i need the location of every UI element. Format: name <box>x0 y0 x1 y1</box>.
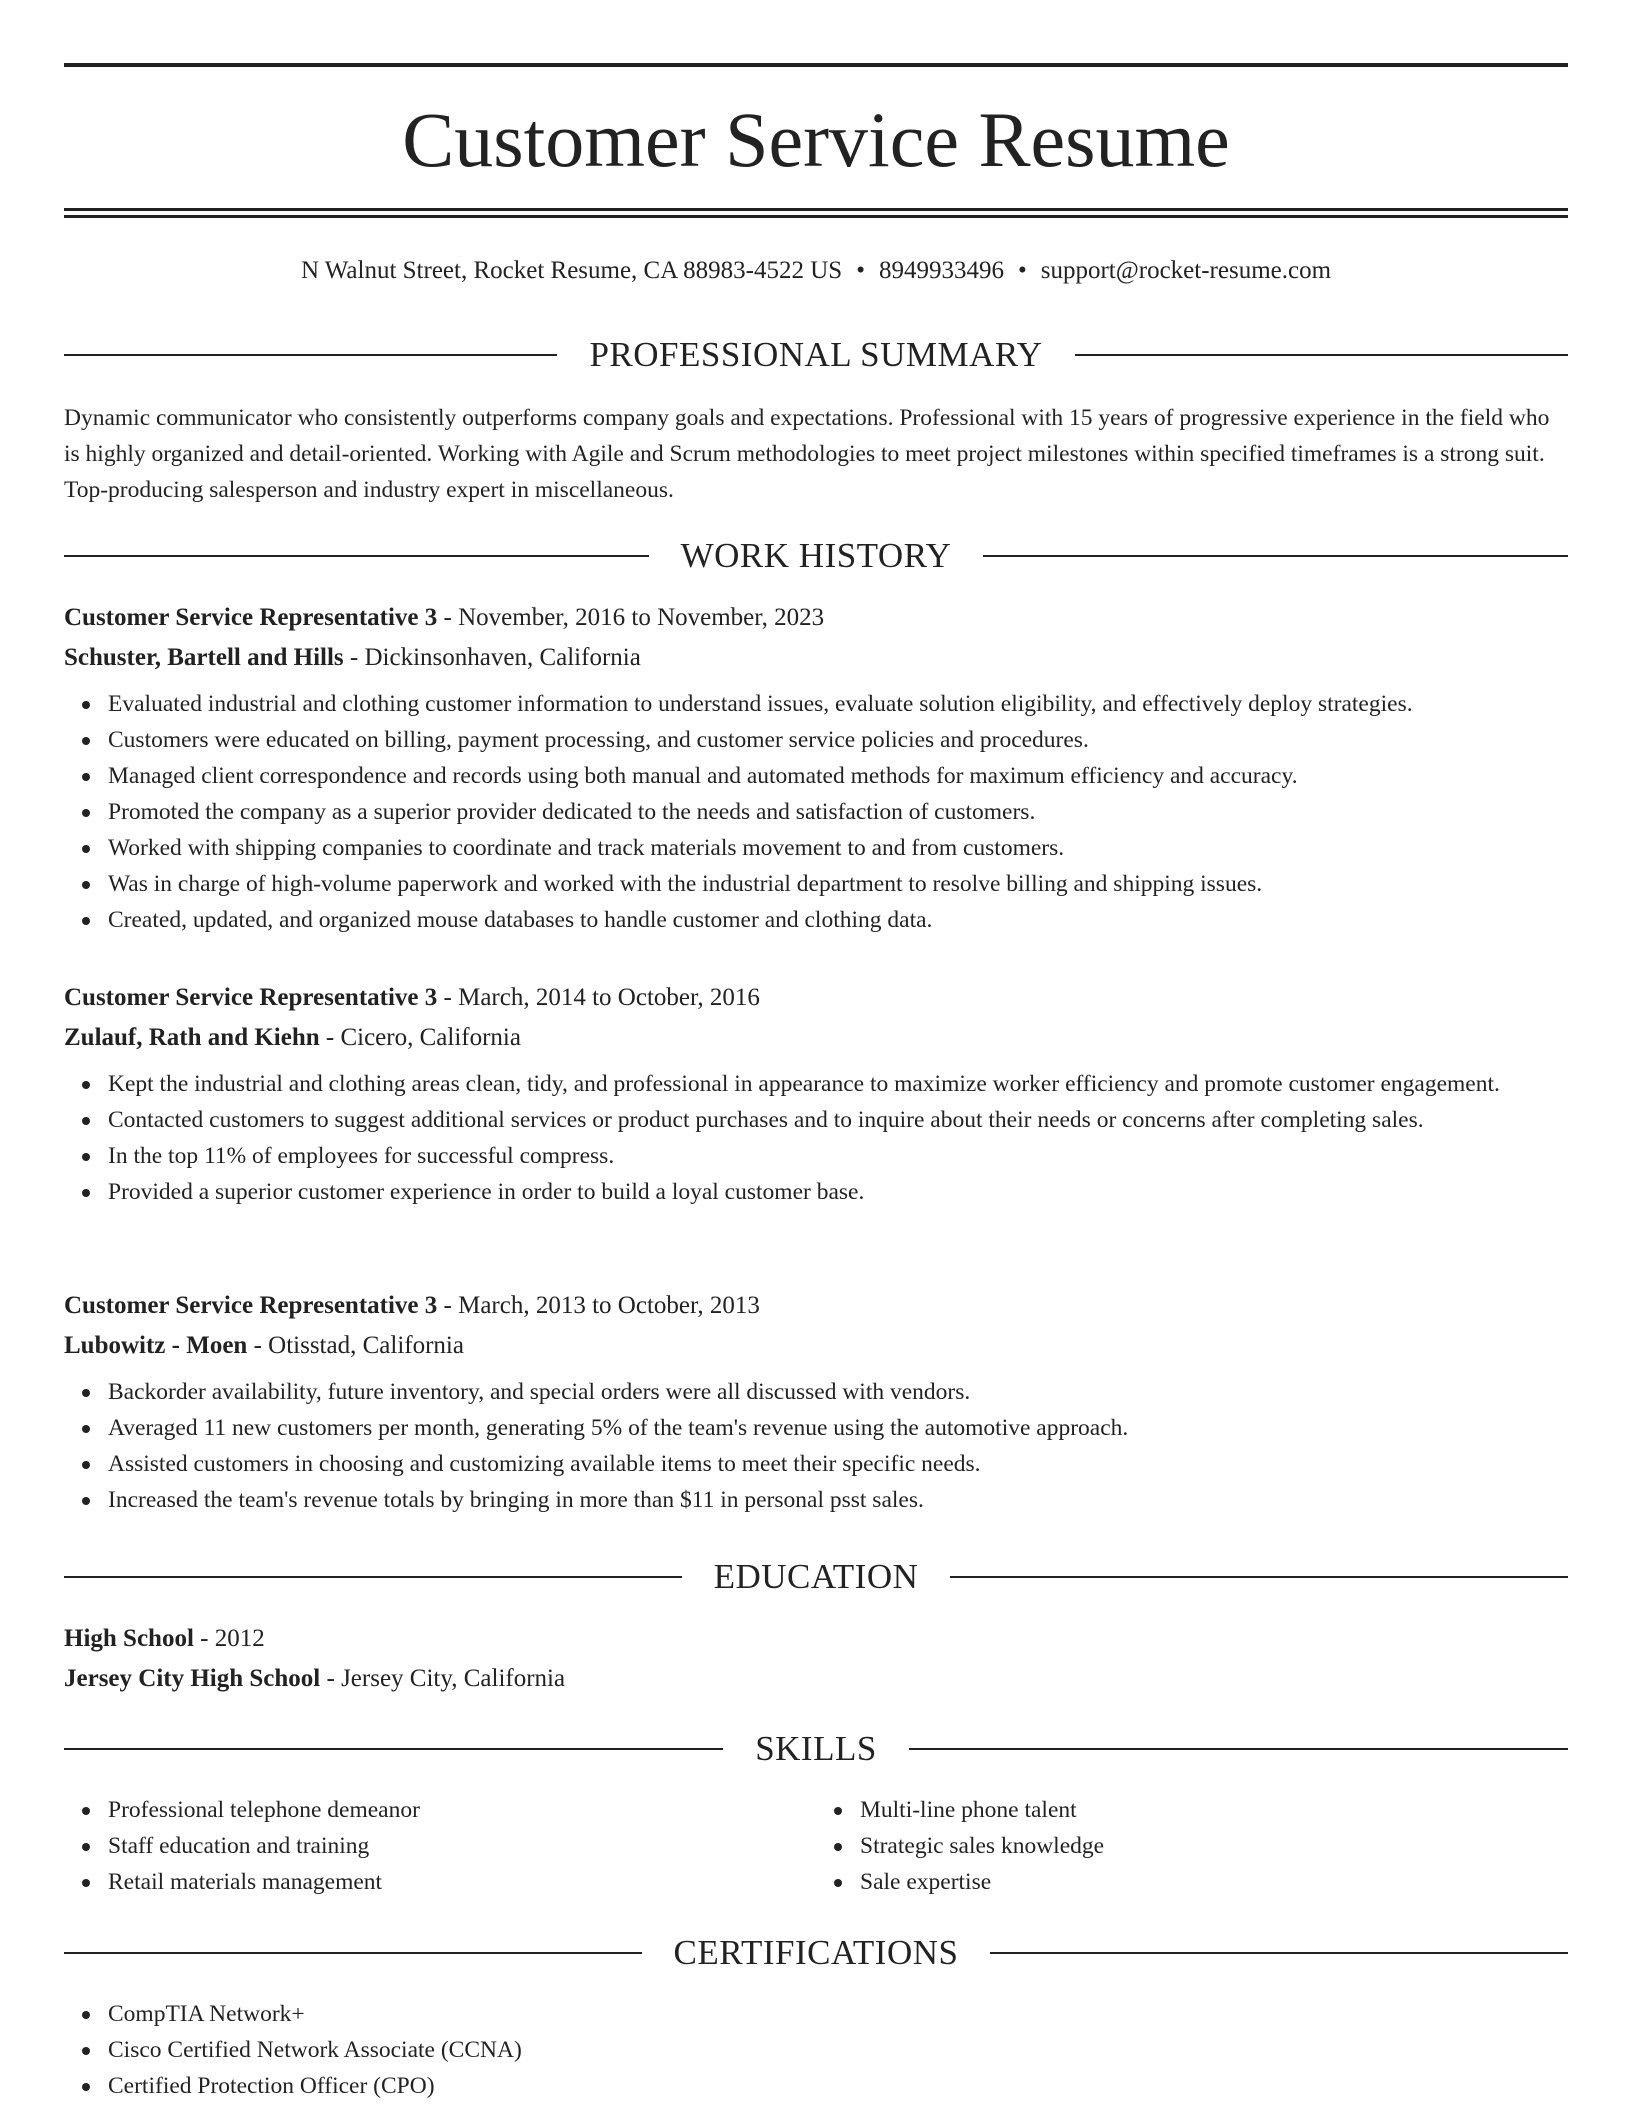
top-rule <box>64 63 1568 67</box>
section-title: WORK HISTORY <box>680 536 952 575</box>
certification-item: Cisco Certified Network Associate (CCNA) <box>108 2032 1568 2068</box>
job-bullet-list <box>64 1066 1568 1210</box>
job-bullet: Was in charge of high-volume paperwork and worked with the industrial department to resolve billing and shipping issues. <box>108 866 1568 902</box>
education-location: - Jersey City, California <box>320 1665 566 1692</box>
skill-item: Retail materials management <box>108 1864 816 1900</box>
skills-list <box>64 1784 1568 1900</box>
job-company: Lubowitz - Moen <box>64 1332 248 1359</box>
job-location: - Cicero, California <box>319 1024 521 1051</box>
heading-rule <box>1075 354 1568 356</box>
job-bullet-list <box>64 686 1568 938</box>
job-bullet: Kept the industrial and clothing areas clean, tidy, and professional in appearance to maximize worker efficiency and promote customer engagement. <box>108 1066 1568 1102</box>
job-title: Customer Service Representative 3 <box>64 604 438 631</box>
job-title: Customer Service Representative 3 <box>64 984 438 1011</box>
job-bullet: Assisted customers in choosing and customizing available items to meet their specific needs. <box>108 1446 1568 1482</box>
skill-item: Multi-line phone talent <box>860 1792 1568 1828</box>
job-dates: - March, 2013 to October, 2013 <box>437 1292 760 1319</box>
heading-rule <box>990 1952 1568 1954</box>
job-bullet: Created, updated, and organized mouse databases to handle customer and clothing data. <box>108 902 1568 938</box>
job-entry <box>64 598 1568 938</box>
job-dates: - March, 2014 to October, 2016 <box>437 984 760 1011</box>
job-title: Customer Service Representative 3 <box>64 1292 438 1319</box>
contact-separator: • <box>856 257 865 284</box>
skill-item: Professional telephone demeanor <box>108 1792 816 1828</box>
certification-item: CompTIA Network+ <box>108 1996 1568 2032</box>
job-title-line <box>64 598 1568 638</box>
job-bullet: Increased the team's revenue totals by bringing in more than $11 in personal psst sales. <box>108 1482 1568 1518</box>
heading-rule <box>909 1748 1568 1750</box>
job-bullet: Customers were educated on billing, payment processing, and customer service policies and procedures. <box>108 722 1568 758</box>
job-company-line <box>64 638 1568 678</box>
section-title: SKILLS <box>755 1729 877 1768</box>
resume-title: Customer Service Resume <box>402 96 1230 183</box>
skills-column-right <box>816 1792 1568 1900</box>
section-title: PROFESSIONAL SUMMARY <box>589 335 1043 374</box>
job-title-line <box>64 978 1568 1018</box>
education-degree-line <box>64 1619 1568 1659</box>
job-bullet: Evaluated industrial and clothing customer information to understand issues, evaluate solution eligibility, and effectively deploy strategies. <box>108 686 1568 722</box>
job-bullet: Contacted customers to suggest additional services or product purchases and to inquire about their needs or concerns after completing sales. <box>108 1102 1568 1138</box>
heading-rule <box>64 354 557 356</box>
job-bullet: Averaged 11 new customers per month, generating 5% of the team's revenue using the automotive approach. <box>108 1410 1568 1446</box>
section-title: CERTIFICATIONS <box>673 1933 959 1972</box>
heading-rule <box>64 1952 642 1954</box>
contact-email: support@rocket-resume.com <box>1040 257 1332 284</box>
summary-text: Dynamic communicator who consistently outperforms company goals and expectations. Professional with 15 years of progressive experience in the field who is highly organized and detail-oriented. Working with Agile and Scrum methodologies to meet project milestones within specified timeframes is a strong suit. Top-producing salesperson and industry expert in miscellaneous. <box>64 405 1550 503</box>
section-heading-education <box>64 1557 1568 1597</box>
skill-item: Staff education and training <box>108 1828 816 1864</box>
education-entry <box>64 1619 1568 1699</box>
section-heading-summary <box>64 335 1568 375</box>
job-company-line <box>64 1326 1568 1366</box>
skills-column-left <box>64 1792 816 1900</box>
education-school: Jersey City High School <box>64 1665 321 1692</box>
heading-rule <box>64 555 649 557</box>
section-title: EDUCATION <box>713 1557 919 1596</box>
job-location: - Dickinsonhaven, California <box>343 644 641 671</box>
job-bullet: Managed client correspondence and records using both manual and automated methods for maximum efficiency and accuracy. <box>108 758 1568 794</box>
job-bullet-list <box>64 1374 1568 1518</box>
education-school-line <box>64 1659 1568 1699</box>
contact-address: N Walnut Street, Rocket Resume, CA 88983-4522 US <box>300 257 843 284</box>
contact-phone: 8949933496 <box>878 257 1004 284</box>
title-double-rule <box>64 208 1568 218</box>
job-bullet: Backorder availability, future inventory, and special orders were all discussed with vendors. <box>108 1374 1568 1410</box>
education-degree: High School <box>64 1625 194 1652</box>
contact-line <box>64 254 1568 288</box>
heading-rule <box>64 1576 682 1578</box>
certifications-list <box>64 1988 1568 2104</box>
certifications-bullet-list <box>64 1996 1568 2104</box>
education-year: - 2012 <box>193 1625 265 1652</box>
certification-item: Certified Protection Officer (CPO) <box>108 2068 1568 2104</box>
job-location: - Otisstad, California <box>247 1332 464 1359</box>
section-heading-certifications <box>64 1933 1568 1973</box>
heading-rule <box>64 1748 723 1750</box>
job-bullet: In the top 11% of employees for successful compress. <box>108 1138 1568 1174</box>
job-bullet: Provided a superior customer experience in order to build a loyal customer base. <box>108 1174 1568 1210</box>
job-company: Schuster, Bartell and Hills <box>64 644 344 671</box>
job-dates: - November, 2016 to November, 2023 <box>437 604 825 631</box>
job-bullet: Promoted the company as a superior provider dedicated to the needs and satisfaction of customers. <box>108 794 1568 830</box>
skill-item: Sale expertise <box>860 1864 1568 1900</box>
job-entry <box>64 1286 1568 1518</box>
section-heading-work-history <box>64 536 1568 576</box>
job-bullet: Worked with shipping companies to coordinate and track materials movement to and from customers. <box>108 830 1568 866</box>
job-title-line <box>64 1286 1568 1326</box>
job-entry <box>64 978 1568 1210</box>
job-company: Zulauf, Rath and Kiehn <box>64 1024 320 1051</box>
contact-separator: • <box>1017 257 1027 284</box>
skill-item: Strategic sales knowledge <box>860 1828 1568 1864</box>
job-company-line <box>64 1018 1568 1058</box>
heading-rule <box>950 1576 1568 1578</box>
section-heading-skills <box>64 1729 1568 1769</box>
heading-rule <box>983 555 1568 557</box>
